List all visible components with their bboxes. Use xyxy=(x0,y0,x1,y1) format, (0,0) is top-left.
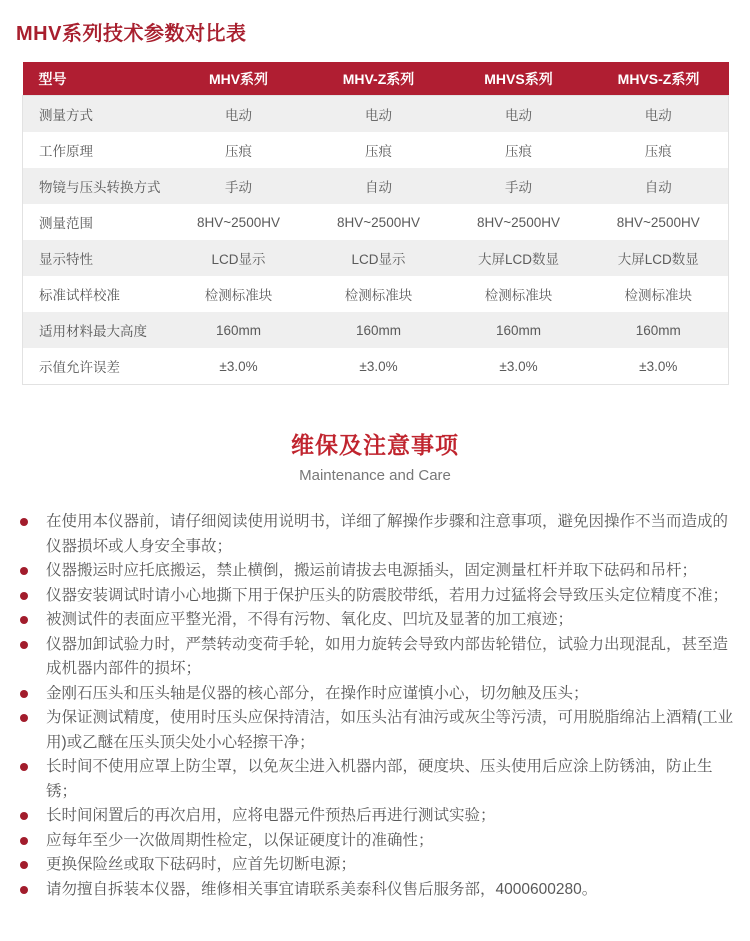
header-cell: MHVS-Z系列 xyxy=(589,62,729,96)
note-text: 仪器搬运时应托底搬运，禁止横倒，搬运前请拔去电源插头，固定测量杠杆并取下砝码和吊杆； xyxy=(46,562,698,579)
row-value: ±3.0% xyxy=(639,358,678,374)
note-text: 在使用本仪器前，请仔细阅读使用说明书，详细了解操作步骤和注意事项，避免因操作不当而造成的仪器损坏或人身安全事故； xyxy=(46,513,729,555)
row-label: 示值允许误差 xyxy=(39,360,120,375)
row-value: 8HV~2500HV xyxy=(337,214,420,230)
note-text: 长时间闲置后的再次启用，应将电器元件预热后再进行测试实验； xyxy=(46,807,496,824)
table-row xyxy=(23,132,729,168)
note-text: 被测试件的表面应平整光滑，不得有污物、氧化皮、凹坑及显著的加工痕迹； xyxy=(46,611,574,628)
note-item xyxy=(46,706,734,755)
row-value: 压痕 xyxy=(225,144,252,159)
bullet-dot-icon xyxy=(20,861,28,869)
bullet-dot-icon xyxy=(20,592,28,600)
row-value: ±3.0% xyxy=(359,358,398,374)
note-item xyxy=(46,608,734,633)
note-item xyxy=(46,755,734,804)
row-value: 自动 xyxy=(589,168,729,204)
row-value: 电动 xyxy=(309,96,449,133)
row-label: 测量范围 xyxy=(39,216,93,231)
table-row xyxy=(23,168,729,204)
note-item xyxy=(46,633,734,682)
note-item xyxy=(46,804,734,829)
table-row xyxy=(23,276,729,312)
bullet-dot-icon xyxy=(20,641,28,649)
table-row xyxy=(23,240,729,276)
row-value: 8HV~2500HV xyxy=(477,214,560,230)
bullet-dot-icon xyxy=(20,812,28,820)
spec-table xyxy=(22,62,729,385)
row-value: 检测标准块 xyxy=(344,288,413,303)
note-item xyxy=(46,682,734,707)
note-text: 仪器安装调试时请小心地撕下用于保护压头的防震胶带纸，若用力过猛将会导致压头定位精度不准； xyxy=(46,586,729,604)
spec-table-body xyxy=(23,96,729,385)
notes-section xyxy=(0,427,750,902)
row-value: 电动 xyxy=(449,96,589,133)
note-text: 为保证测试精度，使用时压头应保持清洁，如压头沾有油污或灰尘等污渍，可用脱脂绵沾上酒精(工业用)或乙醚在压头顶尖处小心轻擦干净； xyxy=(46,709,734,751)
row-value: 160mm xyxy=(309,312,449,348)
note-item xyxy=(46,510,734,559)
row-value: 检测标准块 xyxy=(204,288,273,303)
row-value: 大屏LCD数显 xyxy=(589,240,729,276)
bullet-dot-icon xyxy=(20,567,28,575)
header-cell: MHVS系列 xyxy=(449,62,589,96)
row-value: ±3.0% xyxy=(219,358,258,374)
bullet-dot-icon xyxy=(20,886,28,894)
header-cell: MHV-Z系列 xyxy=(309,62,449,96)
table-row xyxy=(23,204,729,240)
row-label: 工作原理 xyxy=(39,144,93,159)
note-text: 应每年至少一次做周期性检定，以保证硬度计的准确性； xyxy=(46,831,434,849)
row-label: 测量方式 xyxy=(23,96,169,133)
note-text: 金刚石压头和压头轴是仪器的核心部分，在操作时应谨慎小心，切勿触及压头； xyxy=(46,684,589,702)
row-value: 电动 xyxy=(169,96,309,133)
spec-table-header xyxy=(23,62,729,96)
row-value: 160mm xyxy=(589,312,729,348)
row-label: 显示特性 xyxy=(23,240,169,276)
row-value: 电动 xyxy=(589,96,729,133)
bullet-dot-icon xyxy=(20,763,28,771)
row-value: 手动 xyxy=(169,168,309,204)
note-item xyxy=(46,829,734,854)
bullet-dot-icon xyxy=(20,837,28,845)
row-value: 自动 xyxy=(309,168,449,204)
table-row xyxy=(23,348,729,385)
row-label: 适用材料最大高度 xyxy=(23,312,169,348)
notes-list xyxy=(46,510,734,902)
header-row xyxy=(23,62,729,96)
note-item xyxy=(46,878,734,903)
row-value: 160mm xyxy=(449,312,589,348)
header-cell: MHV系列 xyxy=(169,62,309,96)
row-value: 8HV~2500HV xyxy=(616,214,700,230)
row-value: 8HV~2500HV xyxy=(197,214,280,230)
note-text: 请勿擅自拆装本仪器，维修相关事宜请联系美泰科仪售后服务部，4000600280。 xyxy=(46,880,598,898)
row-value: 检测标准块 xyxy=(484,288,553,303)
note-text: 仪器加卸试验力时，严禁转动变荷手轮，如用力旋转会导致内部齿轮错位，试验力出现混乱，甚至造成机器内部件的损坏； xyxy=(46,635,729,677)
row-value: 压痕 xyxy=(505,144,532,159)
row-value: 压痕 xyxy=(365,144,392,159)
notes-subtitle: Maintenance and Care xyxy=(299,467,451,484)
row-value: ±3.0% xyxy=(499,358,538,374)
header-cell-model: 型号 xyxy=(23,62,169,96)
note-text: 更换保险丝或取下砝码时，应首先切断电源； xyxy=(46,856,357,873)
row-value: 手动 xyxy=(449,168,589,204)
bullet-dot-icon xyxy=(20,690,28,698)
row-value: 160mm xyxy=(169,312,309,348)
row-value: LCD显示 xyxy=(309,240,449,276)
note-item xyxy=(46,584,734,609)
row-label: 标准试样校准 xyxy=(39,288,120,303)
table-row xyxy=(23,312,729,348)
page-title: MHV系列技术参数对比表 xyxy=(16,23,247,45)
row-value: 压痕 xyxy=(644,144,672,159)
row-label: 物镜与压头转换方式 xyxy=(23,168,169,204)
bullet-dot-icon xyxy=(20,714,28,722)
row-value: LCD显示 xyxy=(169,240,309,276)
table-row xyxy=(23,96,729,133)
note-item xyxy=(46,853,734,878)
note-text: 长时间不使用应罩上防尘罩，以免灰尘进入机器内部，硬度块、压头使用后应涂上防锈油，防止生锈； xyxy=(46,758,713,800)
note-item xyxy=(46,559,734,584)
bullet-dot-icon xyxy=(20,616,28,624)
bullet-dot-icon xyxy=(20,518,28,526)
row-value: 大屏LCD数显 xyxy=(449,240,589,276)
notes-title: 维保及注意事项 xyxy=(291,432,459,458)
row-value: 检测标准块 xyxy=(624,288,692,303)
